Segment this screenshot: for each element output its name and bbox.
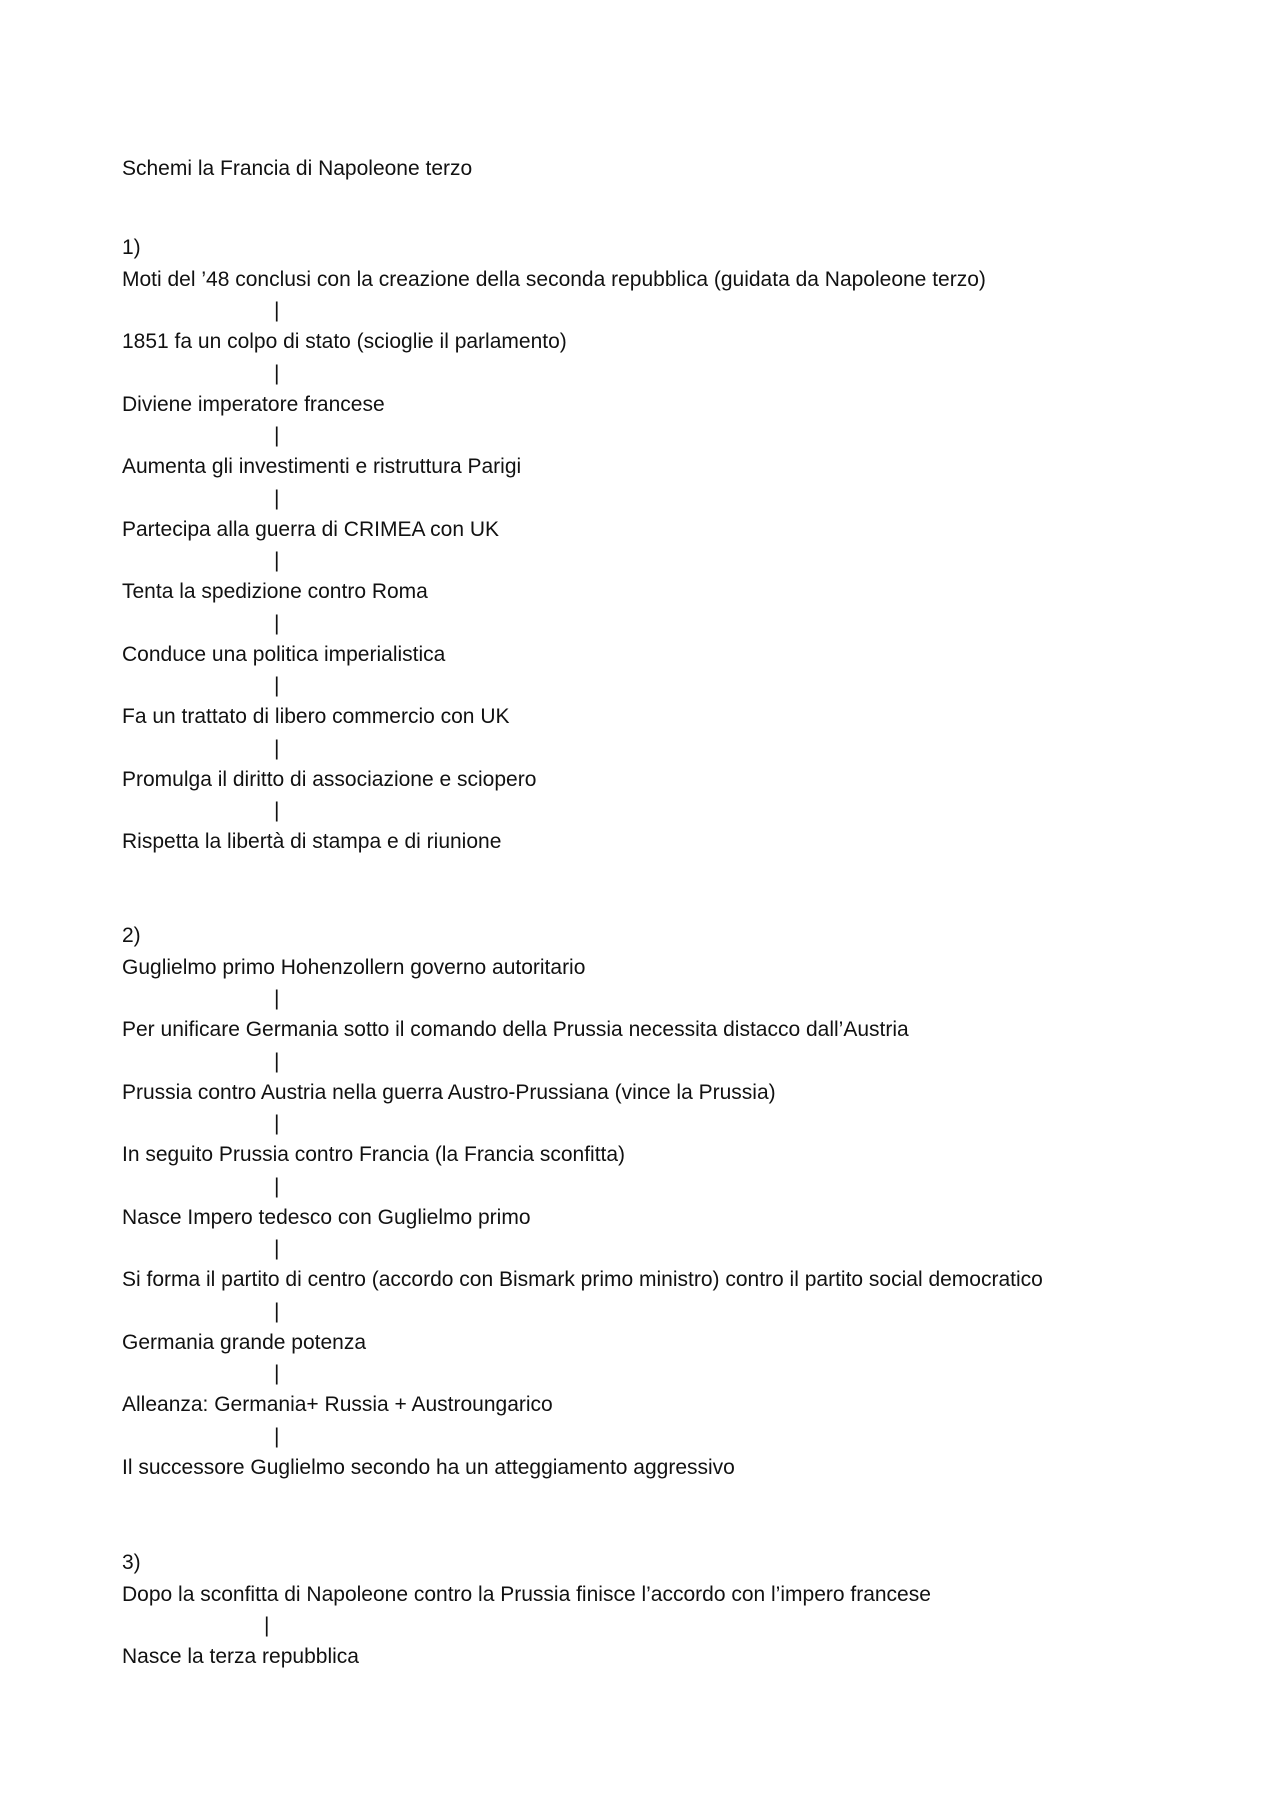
section-1-item: Diviene imperatore francese: [122, 393, 385, 416]
flow-connector: |: [274, 424, 280, 447]
flow-connector: |: [274, 299, 280, 322]
section-2-item: In seguito Prussia contro Francia (la Francia sconfitta): [122, 1143, 626, 1166]
section-number-2: 2): [122, 924, 141, 947]
section-2-item: Germania grande potenza: [122, 1331, 366, 1354]
section-2-item: Nasce Impero tedesco con Guglielmo primo: [122, 1206, 531, 1229]
section-2-item: Il successore Guglielmo secondo ha un atteggiamento aggressivo: [122, 1456, 735, 1479]
section-number-1: 1): [122, 236, 141, 259]
flow-connector: |: [274, 1362, 280, 1385]
section-1-item: Moti del ’48 conclusi con la creazione della seconda repubblica (guidata da Napoleone terzo): [122, 268, 986, 291]
flow-connector: |: [274, 674, 280, 697]
section-2-item: Guglielmo primo Hohenzollern governo autoritario: [122, 956, 586, 979]
section-1-item: Promulga il diritto di associazione e sciopero: [122, 768, 537, 791]
flow-connector: |: [274, 737, 280, 760]
section-1-item: Partecipa alla guerra di CRIMEA con UK: [122, 518, 500, 541]
section-2-item: Alleanza: Germania+ Russia + Austroungarico: [122, 1393, 553, 1416]
section-3-item: Nasce la terza repubblica: [122, 1645, 359, 1668]
section-2-item: Per unificare Germania sotto il comando della Prussia necessita distacco dall’Austria: [122, 1018, 909, 1041]
document-title: Schemi la Francia di Napoleone terzo: [122, 157, 473, 180]
flow-connector: |: [274, 487, 280, 510]
section-2-item: Prussia contro Austria nella guerra Austro-Prussiana (vince la Prussia): [122, 1081, 776, 1104]
flow-connector: |: [274, 612, 280, 635]
flow-connector: |: [274, 1300, 280, 1323]
section-1-item: Conduce una politica imperialistica: [122, 643, 446, 666]
section-1-item: Rispetta la libertà di stampa e di riunione: [122, 830, 502, 853]
section-1-item: Fa un trattato di libero commercio con UK: [122, 705, 510, 728]
flow-connector: |: [274, 1237, 280, 1260]
section-1-item: Aumenta gli investimenti e ristruttura Parigi: [122, 455, 522, 478]
flow-connector: |: [274, 549, 280, 572]
section-number-3: 3): [122, 1551, 141, 1574]
flow-connector: |: [274, 1112, 280, 1135]
flow-connector: |: [274, 799, 280, 822]
flow-connector: |: [274, 362, 280, 385]
flow-connector: |: [274, 1050, 280, 1073]
flow-connector: |: [274, 987, 280, 1010]
flow-connector: |: [274, 1175, 280, 1198]
section-1-item: Tenta la spedizione contro Roma: [122, 580, 428, 603]
flow-connector: |: [264, 1614, 270, 1637]
section-3-item: Dopo la sconfitta di Napoleone contro la Prussia finisce l’accordo con l’impero francese: [122, 1583, 931, 1606]
section-2-item: Si forma il partito di centro (accordo con Bismark primo ministro) contro il partito social democratico: [122, 1268, 1043, 1291]
section-1-item: 1851 fa un colpo di stato (scioglie il parlamento): [122, 330, 567, 353]
flow-connector: |: [274, 1425, 280, 1448]
